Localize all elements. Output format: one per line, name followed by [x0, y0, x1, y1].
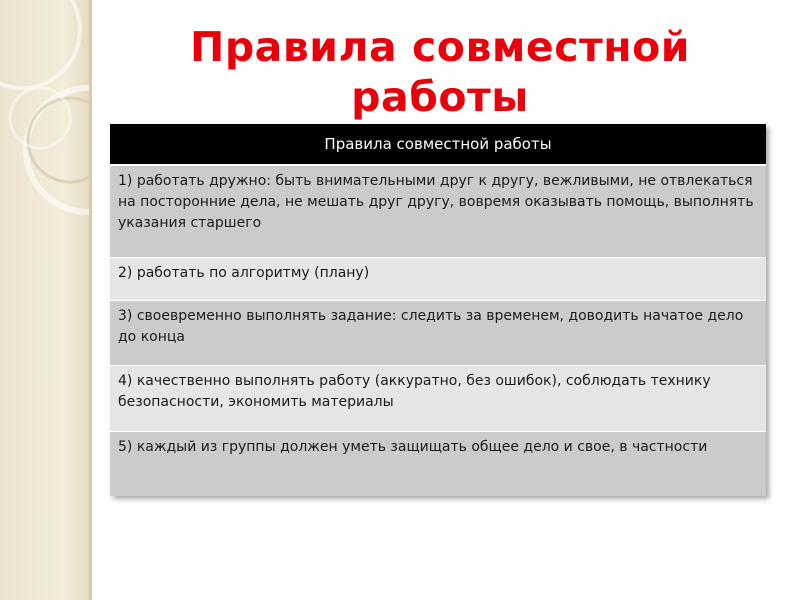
rule-cell-2: 2) работать по алгоритму (плану): [110, 257, 766, 300]
ring-ornament-icon: [0, 0, 92, 600]
table-header-row: [110, 124, 766, 165]
rule-cell-5: 5) каждый из группы должен уметь защищать общее дело и свое, в частности: [110, 432, 766, 496]
rule-cell-4: 4) качественно выполнять работу (аккуратно, без ошибок), соблюдать технику безопасности, экономить материалы: [110, 366, 766, 432]
table-header-cell: Правила совместной работы: [110, 124, 766, 165]
rules-table-container: [110, 124, 766, 496]
table-row: [110, 300, 766, 365]
band-edge: [89, 0, 92, 600]
rule-cell-3: 3) своевременно выполнять задание: следить за временем, доводить начатое дело до конца: [110, 300, 766, 365]
table-row: [110, 366, 766, 432]
rule-cell-1: 1) работать дружно: быть внимательными друг к другу, вежливыми, не отвлекаться на посторонние дела, не мешать друг другу, вовремя оказывать помощь, выполнять указания старшего: [110, 165, 766, 257]
table-row: [110, 165, 766, 257]
table-row: [110, 257, 766, 300]
table-row: [110, 432, 766, 496]
slide-title: Правила совместной работы: [190, 23, 690, 121]
rules-table: [110, 124, 766, 496]
decorative-side-band: [0, 0, 92, 600]
